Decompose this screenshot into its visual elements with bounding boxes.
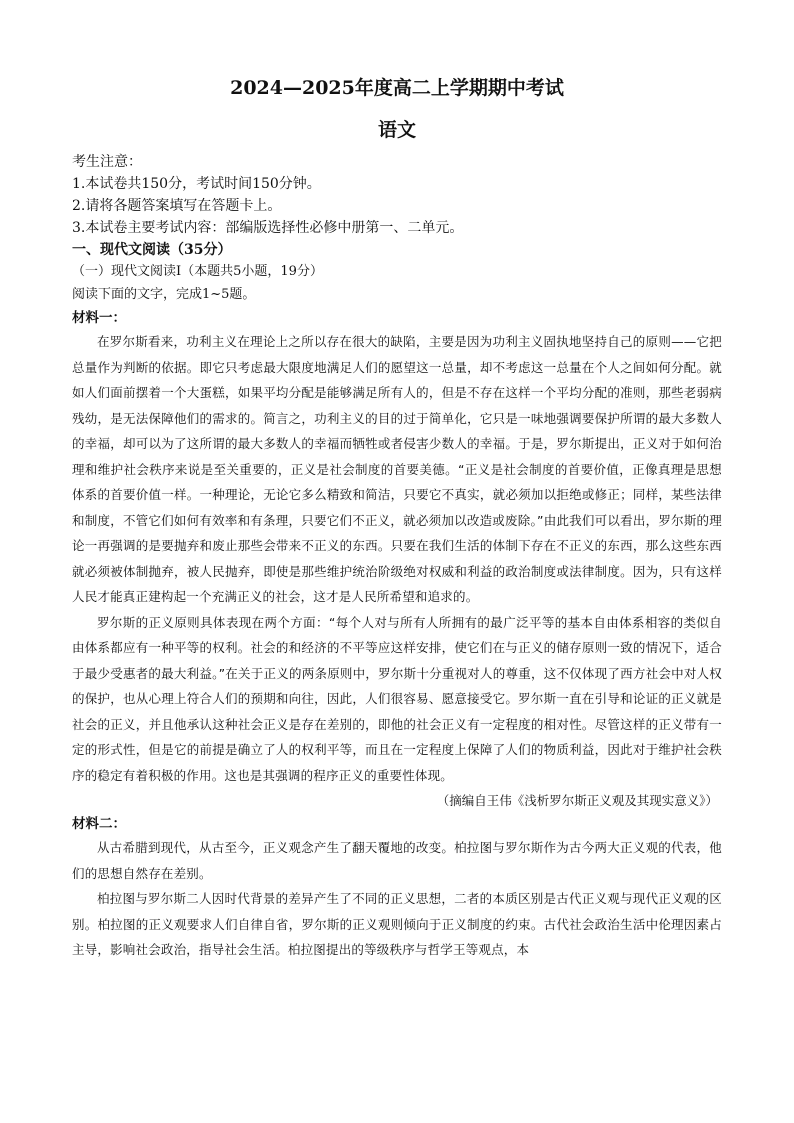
exam-title: 2024—2025年度高二上学期期中考试 — [230, 77, 564, 99]
material-1-label: 材料一： — [72, 310, 126, 326]
material-2-paragraph-2: 柏拉图与罗尔斯二人因时代背景的差异产生了不同的正义思想，二者的本质区别是古代正义观与现代正义观的区别。柏拉图的正义观要求人们自律自省，罗尔斯的正义观则倾向于正义制度的约束。古代社会政治生活中伦理因素占主导，影响社会政治，指导社会生活。柏拉图提出的等级秩序与哲学王等观点，本 — [72, 891, 722, 957]
material-1-source: （摘编自王伟《浅析罗尔斯正义观及其现实意义》） — [436, 793, 718, 808]
notice-item-2: 2.请将各题答案填写在答题卡上。 — [72, 198, 282, 214]
material-1-paragraph-2: 罗尔斯的正义原则具体表现在两个方面：“每个人对与所有人所拥有的最广泛平等的基本自由体系相容的类似自由体系都应有一种平等的权利。社会的和经济的不平等应这样安排，使它们在与正义的储存原则一致的情况下，适合于最少受惠者的最大利益。”在关于正义的两条原则中，罗尔斯十分重视对人的尊重，这不仅体现了西方社会中对人权的保护，也从心理上符合人们的预期和向往，因此，人们很容易、愿意接受它。罗尔斯一直在引导和论证的正义就是社会的正义，并且他承认这种社会正义是存在差别的，即他的社会正义有一定程度的相对性。尽管这样的正义带有一定的形式性，但是它的前提是确立了人的权利平等，而且在一定程度上保障了人们的物质利益，因此对于维护社会秩序的稳定有着积极的作用。这也是其强调的程序正义的重要性体现。 — [72, 614, 722, 783]
notice-item-3: 3.本试卷主要考试内容：部编版选择性必修中册第一、二单元。 — [72, 220, 464, 236]
reading-instruction: 阅读下面的文字，完成1~5题。 — [72, 287, 256, 302]
section-heading: 一、现代文阅读（35分） — [72, 242, 232, 258]
notice-item-1: 1.本试卷共150分，考试时间150分钟。 — [72, 176, 321, 192]
material-1-paragraph-1: 在罗尔斯看来，功利主义在理论上之所以存在很大的缺陷，主要是因为功利主义固执地坚持自己的原则——它把总量作为判断的依据。即它只考虑最大限度地满足人们的愿望这一总量，却不考虑这一总量在个人之间如何分配。就如人们面前摆着一个大蛋糕，如果平均分配是能够满足所有人的，但是不存在这样一个平均分配的准则，那些老弱病残幼，是无法保障他们的需求的。简言之，功利主义的目的过于简单化，它只是一味地强调要保护所谓的最大多数人的幸福，却可以为了这所谓的最大多数人的幸福而牺牲或者侵害少数人的幸福。于是，罗尔斯提出，正义对于如何治理和维护社会秩序来说是至关重要的，正义是社会制度的首要美德。“正义是社会制度的首要价值，正像真理是思想体系的首要价值一样。一种理论，无论它多么精致和简洁，只要它不真实，就必须加以拒绝或修正；同样，某些法律和制度，不管它们如何有效率和有条理，只要它们不正义，就必须加以改造或废除。”由此我们可以看出，罗尔斯的理论一再强调的是要抛弃和废止那些会带来不正义的东西。只要在我们生活的体制下存在不正义的东西，那么这些东西就必须被体制抛弃，被人民抛弃，即使是那些维护统治阶级绝对权威和利益的政治制度或法律制度。因为，只有这样人民才能真正建构起一个充满正义的社会，这才是人民所希望和追求的。 — [72, 334, 722, 604]
notice-heading: 考生注意： — [72, 154, 142, 170]
subject-title: 语文 — [377, 119, 416, 141]
material-2-label: 材料二： — [72, 816, 126, 832]
material-2-paragraph-1: 从古希腊到现代，从古至今，正义观念产生了翻天覆地的改变。柏拉图与罗尔斯作为古今两大正义观的代表，他们的思想自然存在差别。 — [72, 840, 722, 881]
subsection-heading: （一）现代文阅读Ⅰ（本题共5小题，19分） — [72, 264, 323, 279]
